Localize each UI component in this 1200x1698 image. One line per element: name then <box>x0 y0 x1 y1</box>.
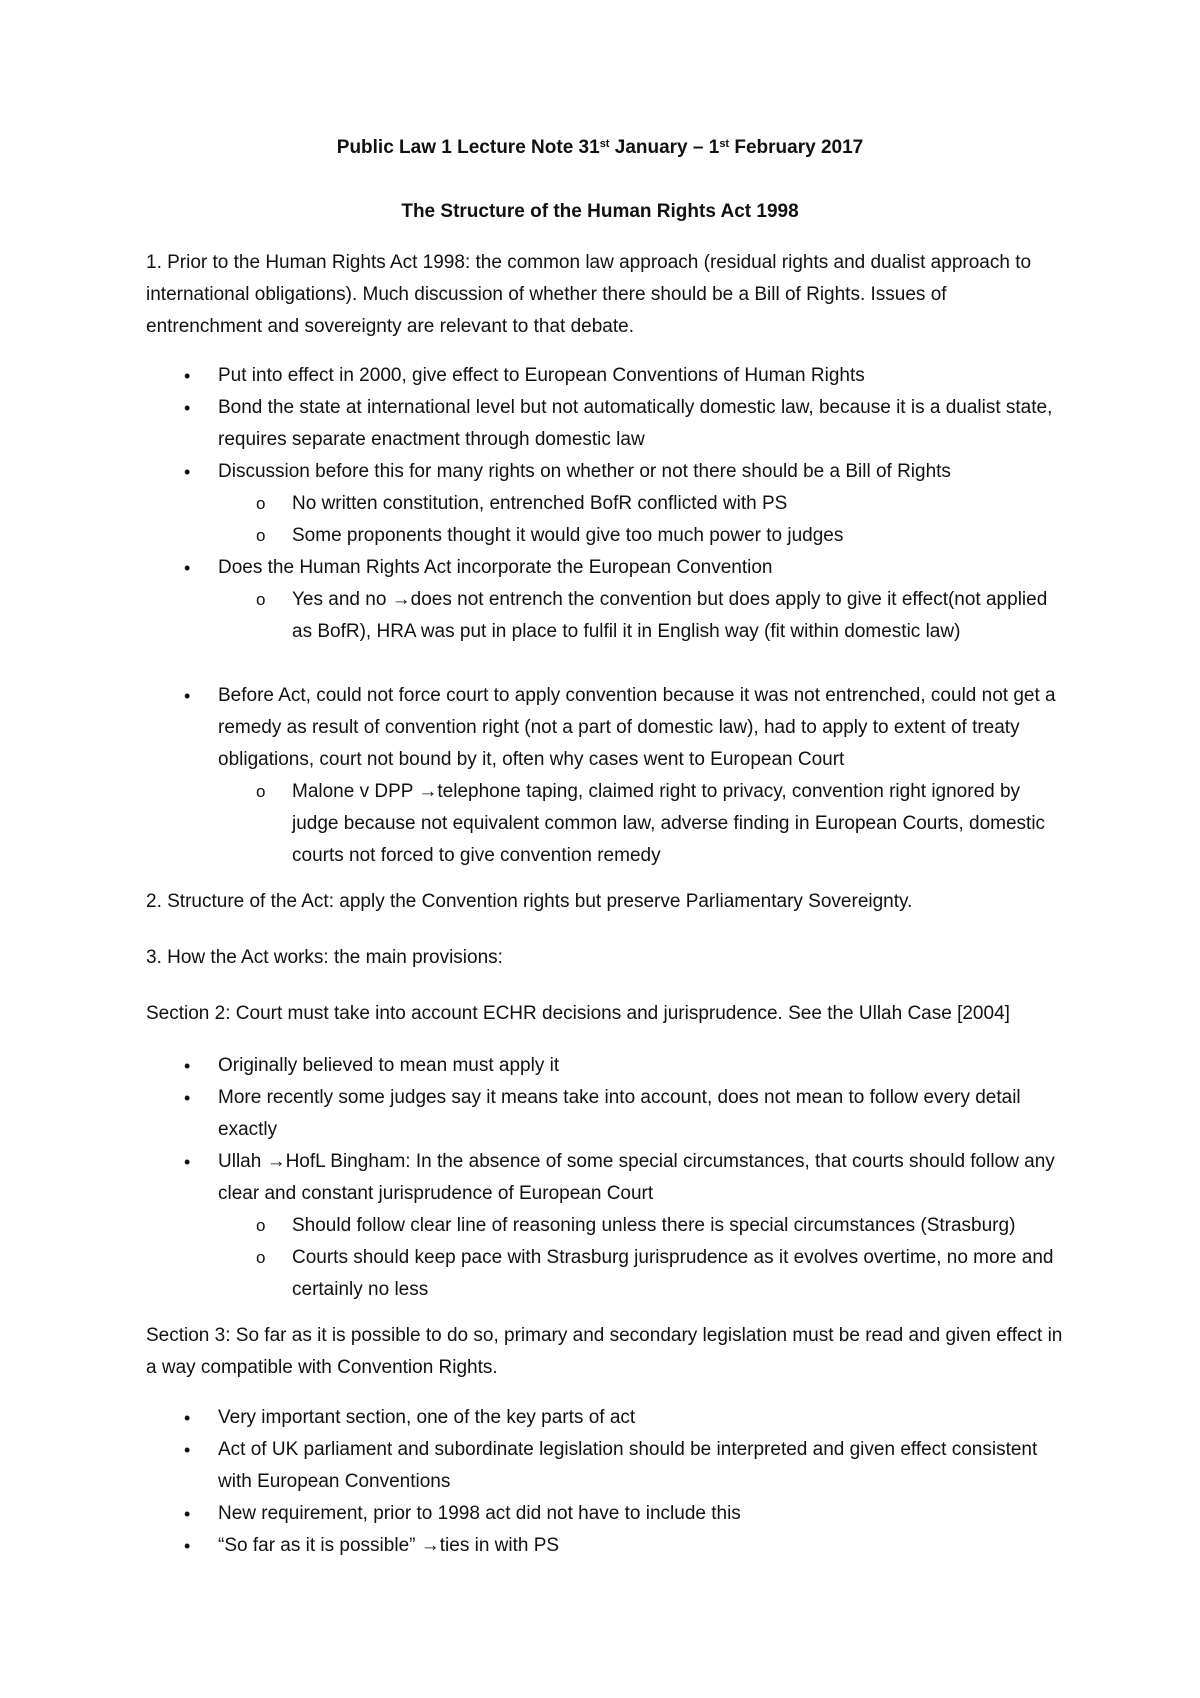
section-3-paragraph: 3. How the Act works: the main provisions: <box>146 947 503 968</box>
arrow-icon: → <box>391 589 411 610</box>
bullet-marker: • <box>184 1152 191 1172</box>
list-item <box>184 1434 1068 1498</box>
list-item-text: “So far as it is possible” <box>218 1535 421 1556</box>
bullet-marker: • <box>184 1408 191 1428</box>
title-part: Public Law 1 Lecture Note 31 <box>336 137 600 158</box>
list-item-text: Very important section, one of the key parts of act <box>218 1407 636 1428</box>
bullet-marker: • <box>184 1440 191 1460</box>
sub-bullet-marker: o <box>256 1216 266 1235</box>
list-item-text: Put into effect in 2000, give effect to European Conventions of Human Rights <box>218 365 865 386</box>
bullet-marker: • <box>184 1056 191 1076</box>
arrow-icon: → <box>418 781 438 802</box>
bullet-marker: • <box>184 558 191 578</box>
list-item-text: HofL Bingham: In the absence of some special circumstances, that courts should follow any clear and constant jurisprudence of European Court <box>218 1151 1055 1204</box>
list-item <box>184 456 1068 488</box>
list-item-text: Ullah <box>218 1151 267 1172</box>
arrow-icon: → <box>266 1151 286 1172</box>
bullet-marker: • <box>184 398 191 418</box>
sub-bullet-marker: o <box>256 494 266 513</box>
list-item <box>184 680 1068 776</box>
list-item-text: Courts should keep pace with Strasburg jurisprudence as it evolves overtime, no more and certainly no less <box>292 1247 1054 1300</box>
sub-list-item <box>256 520 1068 552</box>
list-item <box>184 1146 1068 1210</box>
sub-bullet-marker: o <box>256 1248 266 1267</box>
list-item-text: Malone v DPP <box>292 781 419 802</box>
list-item-text: Does the Human Rights Act incorporate the European Convention <box>218 557 773 578</box>
title-superscript: st <box>719 138 730 150</box>
list-item-text: Bond the state at international level but not automatically domestic law, because it is a dualist state, requires separate enactment through domestic law <box>218 397 1053 450</box>
list-item-text: Discussion before this for many rights on whether or not there should be a Bill of Rights <box>218 461 951 482</box>
title-part: January – 1 <box>609 137 720 158</box>
list-item-text: Act of UK parliament and subordinate legislation should be interpreted and given effect consistent with European Conventions <box>218 1439 1038 1492</box>
sub-list-item <box>256 1210 1068 1242</box>
sub-list-item <box>256 488 1068 520</box>
list-item <box>184 392 1068 456</box>
list-item <box>184 552 1068 584</box>
list-item-text: More recently some judges say it means take into account, does not mean to follow every detail exactly <box>218 1087 1021 1140</box>
bullet-marker: • <box>184 686 191 706</box>
section-1-intro: 1. Prior to the Human Rights Act 1998: the common law approach (residual rights and dualist approach to international obligations). Much discussion of whether there should be a Bill of Rights. Issues of entrenchment and sovereignty are relevant to that debate. <box>146 252 1032 337</box>
list-item-text: telephone taping, claimed right to privacy, convention right ignored by judge because not equivalent common law, adverse finding in European Courts, domestic courts not forced to give convention remedy <box>292 781 1046 866</box>
section-3-heading: Section 3: So far as it is possible to do so, primary and secondary legislation must be read and given effect in a way compatible with Convention Rights. <box>146 1325 1063 1378</box>
list-item-text: Originally believed to mean must apply it <box>218 1055 560 1076</box>
list-item-text: ties in with PS <box>439 1535 560 1556</box>
bullet-marker: • <box>184 1088 191 1108</box>
list-item-text: Yes and no <box>292 589 392 610</box>
sub-bullet-marker: o <box>256 590 266 609</box>
list-item-text: Some proponents thought it would give too much power to judges <box>292 525 844 546</box>
list-item-text: No written constitution, entrenched BofR conflicted with PS <box>292 493 788 514</box>
list-item <box>184 1402 1068 1434</box>
sub-list-item <box>256 1242 1068 1306</box>
sub-bullet-marker: o <box>256 782 266 801</box>
document-title <box>0 132 1200 164</box>
bullet-marker: • <box>184 1536 191 1556</box>
list-item <box>184 1530 1068 1562</box>
arrow-icon: → <box>420 1535 440 1556</box>
list-item-text: Should follow clear line of reasoning unless there is special circumstances (Strasburg) <box>292 1215 1016 1236</box>
title-superscript: st <box>599 138 610 150</box>
bullet-marker: • <box>184 462 191 482</box>
bullet-marker: • <box>184 1504 191 1524</box>
sub-list-item <box>256 776 1068 872</box>
list-item-text: does not entrench the convention but does apply to give it effect(not applied as BofR), HRA was put in place to fulfil it in English way (fit within domestic law) <box>292 589 1048 642</box>
list-item <box>184 1050 1068 1082</box>
list-item <box>184 360 1068 392</box>
sub-bullet-marker: o <box>256 526 266 545</box>
document-subtitle: The Structure of the Human Rights Act 1998 <box>401 201 799 222</box>
list-item-text: New requirement, prior to 1998 act did not have to include this <box>218 1503 741 1524</box>
title-part: February 2017 <box>729 137 864 158</box>
list-item <box>184 1082 1068 1146</box>
sub-list-item <box>256 584 1068 648</box>
section-2-heading: Section 2: Court must take into account ECHR decisions and jurisprudence. See the Ullah Case [2004] <box>146 1003 1010 1024</box>
list-item-text: Before Act, could not force court to apply convention because it was not entrenched, could not get a remedy as result of convention right (not a part of domestic law), had to apply to extent of treaty obligations, court not bound by it, often why cases went to European Court <box>218 685 1056 770</box>
section-2-paragraph: 2. Structure of the Act: apply the Convention rights but preserve Parliamentary Sovereignty. <box>146 891 913 912</box>
list-item <box>184 1498 1068 1530</box>
bullet-marker: • <box>184 366 191 386</box>
